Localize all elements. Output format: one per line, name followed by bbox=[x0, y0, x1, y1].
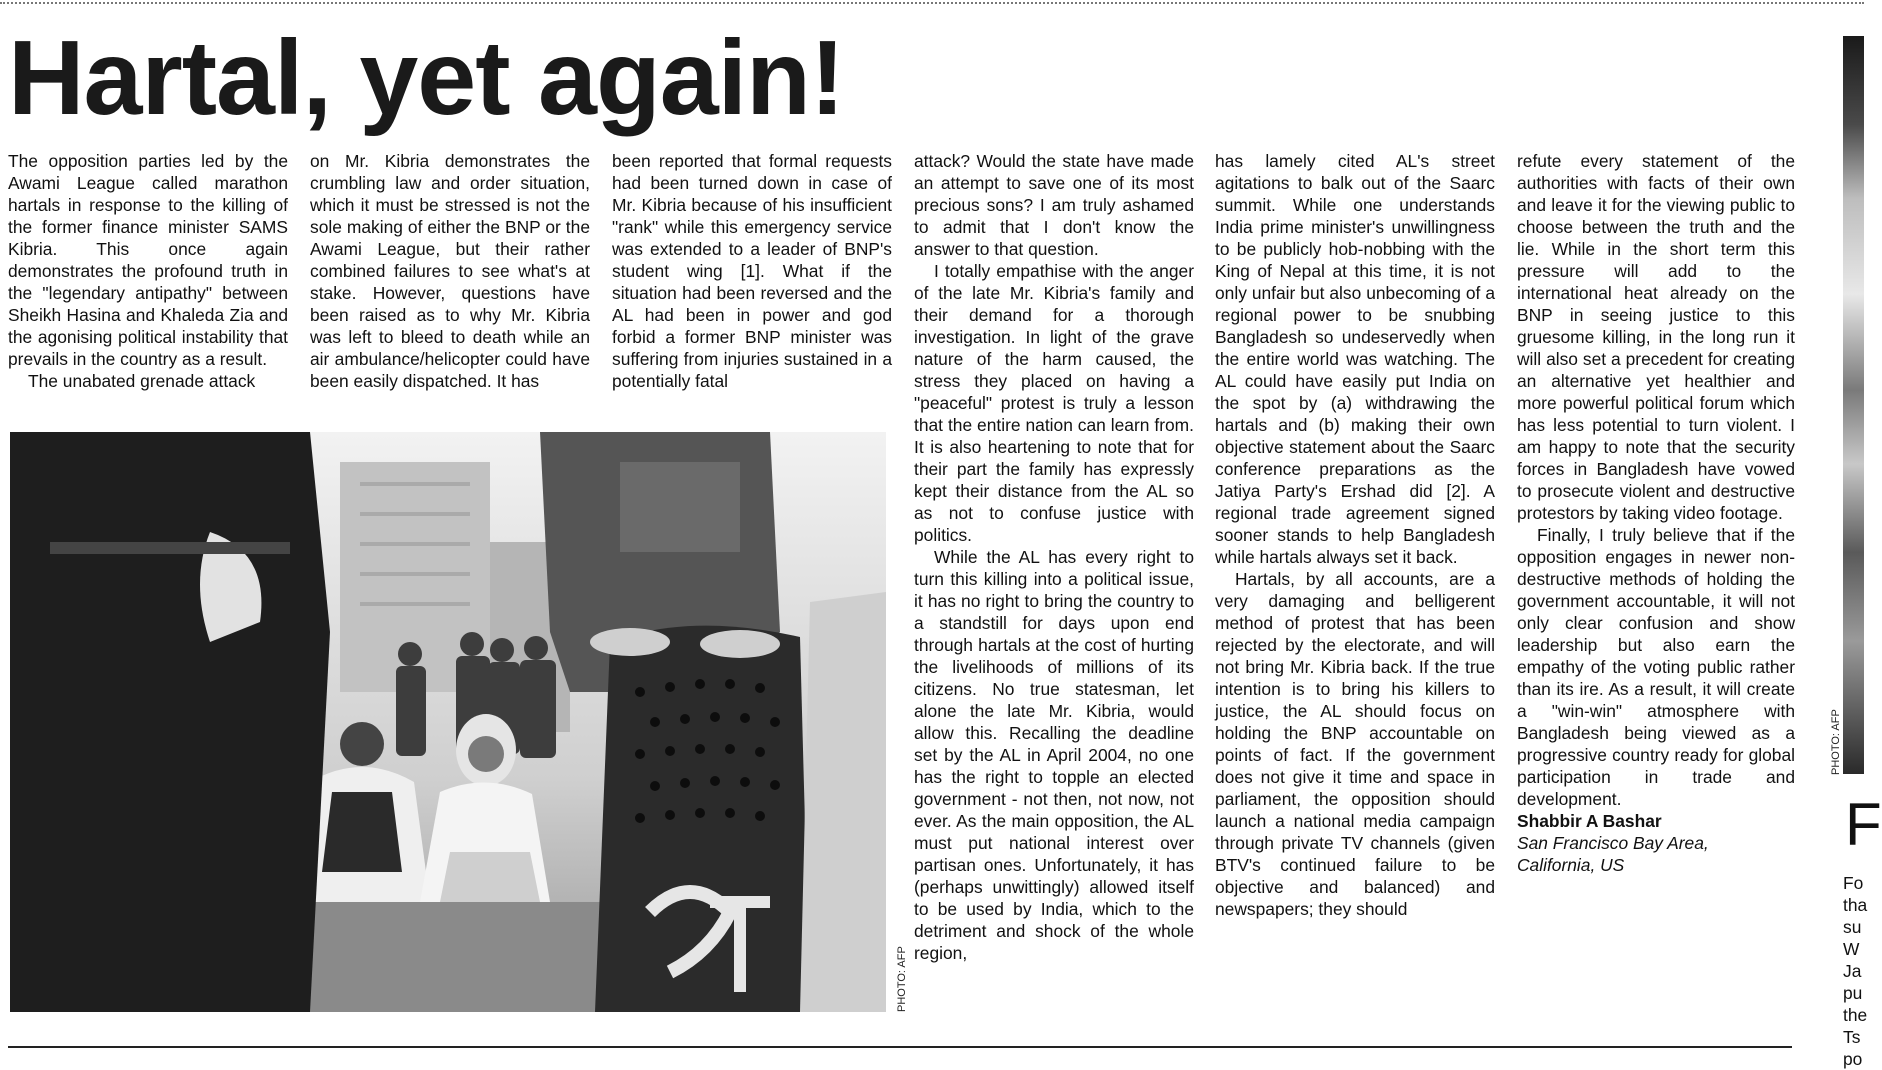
article-paragraph: While the AL has every right to turn this killing into a political issue, it has no right to bring the country to a standstill for days upon end through hartals at the cost of hurting the livelihoods of millions of its citizens. No true statesman, let alone the late Mr. Kibria, would allow this. Recalling the deadline set by the AL in April 2004, no one has the right to topple an elected government - not then, not now, not ever. As the main opposition, the AL must put national interest over partisan ones. Unfortunately, it has (perhaps unwittingly) allowed itself to be used by India, which to the detriment and shock of the whole region, bbox=[914, 547, 1194, 963]
adjacent-article-photo bbox=[1843, 36, 1864, 774]
headline: Hartal, yet again! bbox=[8, 19, 845, 137]
adjacent-text-line: Fo bbox=[1843, 873, 1864, 893]
adjacent-text-line: W bbox=[1843, 939, 1860, 959]
article-paragraph: Finally, I truly believe that if the opposition engages in newer non-destructive methods of holding the government accountable, it will not only clear confusion and show leadership but also earn the empathy of the voting public rather than its ire. As a result, it will create a "win-win" atmosphere with Bangladesh being viewed as a progressive country ready for global participation in trade and development. bbox=[1517, 525, 1795, 809]
article-column-4 bbox=[914, 150, 1194, 1000]
adjacent-headline-fragment: F bbox=[1845, 791, 1882, 858]
author-location-line2: California, US bbox=[1517, 855, 1625, 875]
adjacent-text-line: su bbox=[1843, 917, 1862, 937]
article-paragraph: The opposition parties led by the Awami League called marathon hartals in response to the killing of the former finance minister SAMS Kibria. This once again demonstrates the profound truth in the "legendary antipathy" between Sheikh Hasina and Khaleda Zia and the agonising political instability that prevails in the country as a result. bbox=[8, 151, 288, 369]
author-name: Shabbir A Bashar bbox=[1517, 811, 1662, 831]
article-column-2 bbox=[310, 150, 590, 392]
article-paragraph: refute every statement of the authorities with facts of their own and leave it for the viewing public to choose between the truth and the lie. While in the short term this pressure will add to the international heat already on the BNP in seeing justice to this gruesome killing, in the long run it will also set a precedent for creating an alternative yet healthier and more powerful political forum which has less potential to turn violent. I am happy to note that the security forces in Bangladesh have vowed to prosecute violent and destructive protestors by taking video footage. bbox=[1517, 151, 1795, 523]
adjacent-text-line: the bbox=[1843, 1005, 1868, 1025]
adjacent-photo-credit: PHOTO: AFP bbox=[1830, 709, 1842, 775]
article-paragraph: been reported that formal requests had been turned down in case of Mr. Kibria because of his insufficient "rank" while this emergency service was extended to a leader of BNP's student wing [1]. What if the situation had been reversed and the AL had been in power and god forbid a former BNP minister was suffering from injuries sustained in a potentially fatal bbox=[612, 151, 892, 391]
author-location-line1: San Francisco Bay Area, bbox=[1517, 833, 1709, 853]
article-photo bbox=[10, 432, 886, 1012]
article-paragraph: on Mr. Kibria demonstrates the crumbling law and order situation, which it must be stressed is not the sole making of either the BNP or the Awami League, but their rather combined failures to see what's at stake. However, questions have been raised as to why Mr. Kibria was left to bleed to death while an air ambulance/helicopter could have been easily dispatched. It has bbox=[310, 151, 590, 391]
adjacent-text-line: Ts bbox=[1843, 1027, 1861, 1047]
bottom-rule bbox=[8, 1046, 1792, 1048]
article-paragraph: Hartals, by all accounts, are a very damaging and belligerent method of protest that has been rejected by the electorate, and will not bring Mr. Kibria back. If the true intention is to bring his killers to justice, the AL should focus on holding the BNP accountable on points of fact. If the government does not give it time and space in parliament, the opposition should launch a national media campaign through private TV channels (given BTV's continued failure to be objective and balanced) and newspapers; they should bbox=[1215, 569, 1495, 919]
article-paragraph: has lamely cited AL's street agitations to balk out of the Saarc summit. While one understands India prime minister's unwillingness to be publicly hob-nobbing with the King of Nepal at this time, it is not only unfair but also unbecoming of a regional power to be snubbing Bangladesh so undeservedly when the entire world was watching. The AL could have easily put India on the spot by (a) withdrawing the hartals and (b) making their own objective statement about the Saarc conference preparations as the Jatiya Party's Ershad did [2]. A regional trade agreement signed sooner stands to help Bangladesh while hartals always set it back. bbox=[1215, 151, 1495, 567]
adjacent-text-line: po bbox=[1843, 1049, 1863, 1069]
article-column-3 bbox=[612, 150, 892, 392]
article-paragraph: The unabated grenade attack bbox=[28, 371, 256, 391]
article-paragraph: I totally empathise with the anger of the late Mr. Kibria's family and their demand for a thorough investigation. In light of the grave nature of the harm caused, the stress they placed on having a "peaceful" protest is truly a lesson that the entire nation can learn from. It is also heartening to note that for their part the family has expressly kept their distance from the AL so as not to confuse justice with politics. bbox=[914, 261, 1194, 545]
adjacent-text-line: Ja bbox=[1843, 961, 1862, 981]
adjacent-text-line: pu bbox=[1843, 983, 1863, 1003]
article-column-1 bbox=[8, 150, 288, 392]
article-column-6 bbox=[1517, 150, 1795, 876]
article-column-5 bbox=[1215, 150, 1495, 1000]
adjacent-text-line: tha bbox=[1843, 895, 1868, 915]
article-paragraph: attack? Would the state have made an attempt to save one of its most precious sons? I am truly ashamed to admit that I don't know the answer to that question. bbox=[914, 151, 1194, 259]
adjacent-article-text bbox=[1843, 872, 1868, 1070]
top-dotted-rule bbox=[0, 2, 1864, 4]
photo-credit: PHOTO: AFP bbox=[896, 946, 908, 1012]
